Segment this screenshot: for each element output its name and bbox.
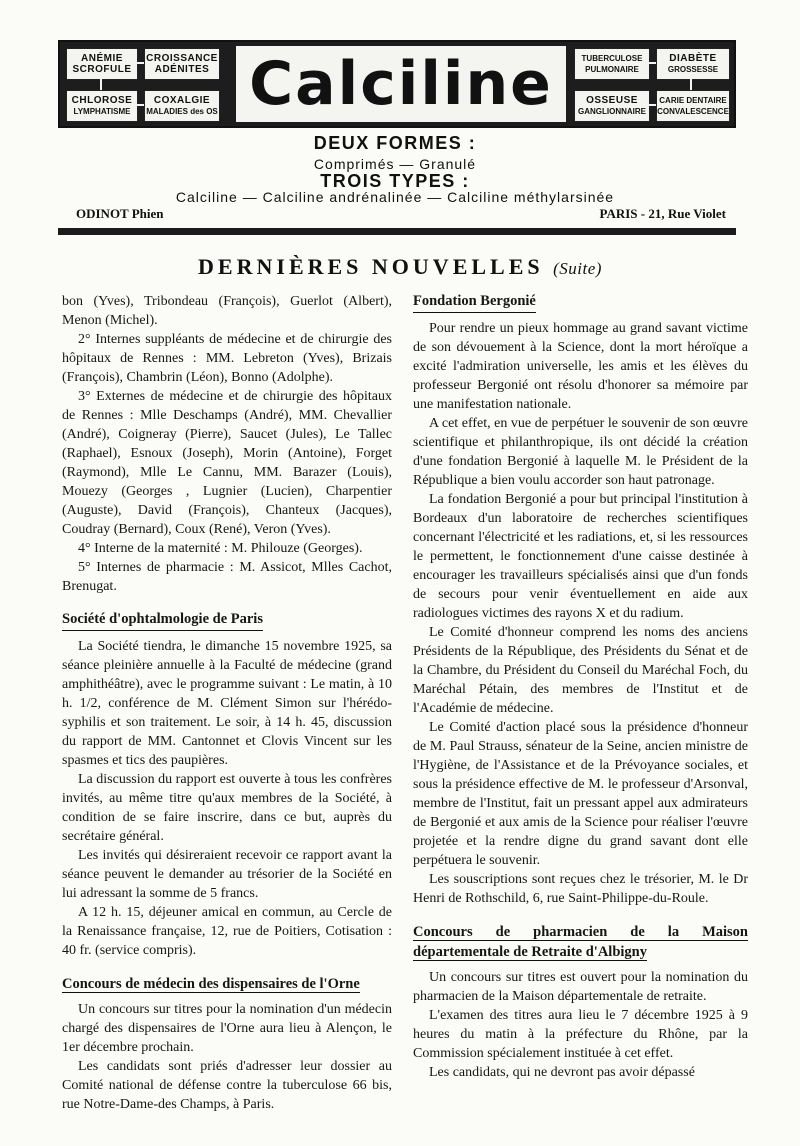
- heading-ophtalmologie: Société d'ophtalmologie de Paris: [62, 610, 263, 631]
- ad-box-line: DIABÈTE: [669, 53, 717, 64]
- paragraph: La Société tiendra, le dimanche 15 novembre 1925, sa séance pleinière annuelle à la Faculté de médecine (grand amphithéâtre), avec le programme suivant : Le matin, à 10 h. 1/2, conférence de M. Clément Simon sur l'hérédo-syphilis et son traitement. Le soir, à 14 h. 45, discussion du rapport de MM. Cantonnet et Clovis Vincent sur les spasmes et tics des paupières.: [62, 639, 392, 768]
- section-title-text: DERNIÈRES NOUVELLES: [198, 254, 544, 279]
- ad-box-croissance: [144, 48, 220, 80]
- paragraph: Le Comité d'honneur comprend les noms des anciens Présidents de la République, des Présidents du Sénat et de la Chambre, du Président du Conseil du Maréchal Foch, du Maréchal Pétain, des membres de l'Institut et de l'Académie de médecine.: [413, 625, 748, 716]
- ad-connector: [648, 104, 656, 106]
- ad-box-line: CHLOROSE: [71, 95, 133, 106]
- heading-concours-orne: [62, 974, 392, 994]
- paragraph: Les candidats, qui ne devront pas avoir dépassé: [429, 1065, 695, 1080]
- ad-box-osseuse: [574, 90, 650, 122]
- ad-bottom-rule: [58, 228, 736, 235]
- ad-connector: [136, 62, 144, 64]
- ad-box-line: GROSSESSE: [667, 65, 719, 74]
- paragraph: 2° Internes suppléants de médecine et de chirurgie des hôpitaux de Rennes : MM. Lebreton (Yves), Brizais (François), Chambrin (Léon), Bonno (Adolphe).: [62, 332, 392, 385]
- paragraph: A 12 h. 15, déjeuner amical en commun, au Cercle de la Renaissance française, 12, rue de Poitiers, Cotisation : 40 fr. (service compris).: [62, 905, 392, 958]
- brand-logo: Calciline: [236, 46, 566, 122]
- calciline-ad-banner: [58, 40, 736, 128]
- spacer: [62, 596, 392, 610]
- ad-box-line: CARIE DENTAIRE: [659, 96, 727, 105]
- ad-types-title: TROIS TYPES :: [320, 171, 470, 191]
- ad-maker: ODINOT Phien: [76, 206, 164, 221]
- paragraph: Les candidats sont priés d'adresser leur dossier au Comité national de défense contre la tuberculose 66 bis, rue Notre-Dame-des Champs, à Paris.: [62, 1059, 392, 1112]
- ad-box-line: ADÉNITES: [154, 64, 210, 75]
- right-column: [413, 292, 748, 1082]
- paragraph: Un concours sur titres pour la nomination d'un médecin chargé des dispensaires de l'Orne aura lieu à Alençon, le 1er décembre prochain.: [62, 1002, 392, 1055]
- heading-text: Concours de pharmacien de la Maison départementale de Retraite d'Albigny: [413, 924, 748, 960]
- ad-box-line: OSSEUSE: [586, 95, 638, 106]
- paragraph: Les invités qui désireraient recevoir ce rapport avant la séance peuvent le demander au trésorier de la Société en lui adressant la somme de 5 francs.: [62, 848, 392, 901]
- paragraph: La discussion du rapport est ouverte à tous les confrères invités, au même titre qu'aux membres de la Société, à condition de se faire inscrire, dans ce but, auprès du secrétaire général.: [62, 772, 392, 844]
- ad-connector: [690, 78, 692, 90]
- heading-text: Concours de médecin des dispensaires de l'Orne: [62, 976, 360, 992]
- ad-box-line: CONVALESCENCE: [657, 107, 729, 116]
- paragraph: La fondation Bergonié a pour but principal l'institution à Bordeaux d'un laboratoire de recherches scientifiques concernant l'électricité et les radiations, et, si les ressources le permettent, le fonctionnement d'une caisse destinée à encourager les travailleurs spécialisés ainsi que d'un fonds de secours pour venir éventuellement en aide aux radiologues victimes des rayons X et du radium.: [413, 492, 748, 621]
- paragraph: L'examen des titres aura lieu le 7 décembre 1925 à 9 heures du matin à la préfecture du Rhône, par la Commission spécialement instituée à cet effet.: [413, 1008, 748, 1061]
- ad-box-line: COXALGIE: [153, 95, 211, 106]
- ad-types-line: Calciline — Calciline andrénalinée — Calciline méthylarsinée: [175, 189, 615, 205]
- ad-connector: [136, 104, 144, 106]
- paragraph: Les souscriptions sont reçues chez le trésorier, M. le Dr Henri de Rothschild, 6, rue Saint-Philippe-du-Roule.: [413, 872, 748, 906]
- ad-box-chlorose: [66, 90, 138, 122]
- paragraph: bon (Yves), Tribondeau (François), Guerlot (Albert), Menon (Michel).: [62, 294, 392, 328]
- ad-forms-title: DEUX FORMES :: [313, 133, 477, 153]
- spacer: [413, 908, 748, 922]
- paragraph: A cet effet, en vue de perpétuer le souvenir de son œuvre scientifique et philanthropique, ils ont décidé la création d'une fondation Bergonié à laquelle M. le Président de la République a bien voulu accorder son haut patronage.: [413, 416, 748, 488]
- ad-box-diabete: [656, 48, 730, 80]
- spacer: [62, 960, 392, 974]
- ad-box-line: LYMPHATISME: [73, 107, 131, 116]
- paragraph: 4° Interne de la maternité : M. Philouze (Georges).: [78, 541, 363, 556]
- paragraph: Pour rendre un pieux hommage au grand savant victime de son dévouement à la Science, dont la mort héroïque a excité l'admiration universelle, les amis et les élèves du professeur Bergonié ont résolu d'honorer sa mémoire par une manifestation nationale.: [413, 321, 748, 412]
- section-suite: (Suite): [553, 259, 602, 278]
- heading-fondation-bergonie: Fondation Bergonié: [413, 292, 536, 313]
- ad-box-line: GANGLIONNAIRE: [578, 107, 646, 116]
- ad-box-line: ANÉMIE: [81, 53, 123, 64]
- ad-forms-line: Comprimés — Granulé: [313, 156, 477, 172]
- ad-box-line: MALADIES des OS: [146, 107, 218, 116]
- left-column: [62, 292, 392, 1114]
- ad-box-anemie: [66, 48, 138, 80]
- paragraph: 5° Internes de pharmacie : M. Assicot, Mlles Cachot, Brenugat.: [62, 560, 392, 594]
- ad-box-line: SCROFULE: [72, 64, 132, 75]
- ad-box-coxalgie: [144, 90, 220, 122]
- heading-concours-albigny: [413, 922, 748, 962]
- ad-box-line: PULMONAIRE: [585, 65, 639, 74]
- ad-box-carie: [656, 90, 730, 122]
- ad-connector: [100, 78, 102, 90]
- paragraph: 3° Externes de médecine et de chirurgie des hôpitaux de Rennes : Mlle Deschamps (André), MM. Chevallier (André), Coigneray (Pierre), Saucet (Jules), Le Tallec (Raphael), Esnoux (Joseph), Morin (Antoine), Forget (Raymond), Mlle Le Cannu, MM. Barazer (Louis), Mouezy (Georges , Lugnier (Lucien), Charpentier (Auguste), David (François), Chanteux (Jacques), Coudray (Bernard), Coux (René), Veron (Yves).: [62, 389, 392, 537]
- section-title: [0, 254, 800, 280]
- paragraph: Un concours sur titres est ouvert pour la nomination du pharmacien de la Maison départementale de retraite.: [413, 970, 748, 1004]
- ad-box-tuberculose: [574, 48, 650, 80]
- ad-box-line: CROISSANCE: [146, 53, 218, 64]
- ad-address: PARIS - 21, Rue Violet: [599, 206, 726, 221]
- ad-box-line: TUBERCULOSE: [581, 54, 643, 63]
- paragraph: Le Comité d'action placé sous la présidence d'honneur de M. Paul Strauss, sénateur de la Seine, ancien ministre de l'Hygiène, de l'Assistance et de la Prévoyance sociales, et sous la présidence effective de M. le professeur d'Arsonval, membre de l'Institut, fait un pressant appel aux admirateurs de Bergonié et aux amis de la Science pour réaliser l'œuvre projetée et la rendre digne du grand savant dont elle perpétuera le souvenir.: [413, 720, 748, 868]
- ad-connector: [648, 62, 656, 64]
